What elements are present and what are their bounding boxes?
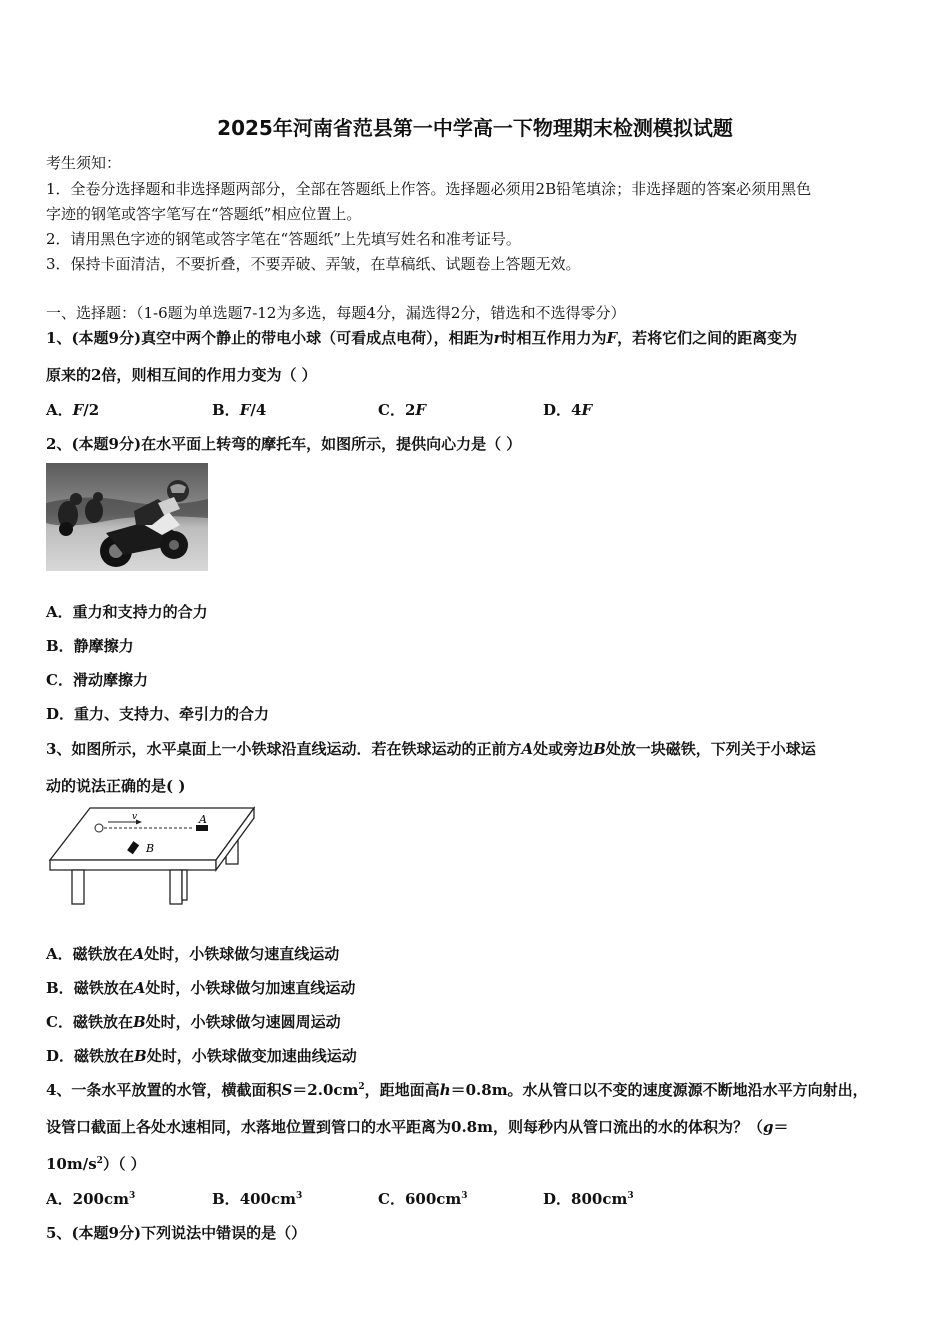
q4-line-3-a: 10m/s — [46, 1155, 97, 1173]
option-letter: A． — [46, 945, 73, 963]
motorcycle-photo — [46, 463, 208, 571]
notice-item-2: 2．请用黑色字迹的钢笔或答字笔在“答题纸”上先填写姓名和准考证号。 — [46, 230, 521, 248]
q3-option-d[interactable] — [46, 1045, 357, 1066]
q4-option-d[interactable] — [543, 1188, 634, 1209]
q4-sup-2: 2 — [96, 1156, 103, 1166]
notice-heading: 考生须知： — [46, 154, 122, 172]
question-4-line-2 — [46, 1116, 789, 1137]
option-var: F — [239, 401, 251, 419]
q4-option-b[interactable] — [212, 1188, 302, 1209]
option-letter: B． — [46, 979, 74, 997]
notice-item-1: 1．全卷分选择题和非选择题两部分，全部在答题纸上作答。选择题必须用2B铅笔填涂；非选择题的答案必须用黑色 — [46, 180, 812, 198]
iron-ball — [95, 824, 103, 832]
option-value: 400cm — [239, 1190, 297, 1208]
option-letter: C． — [46, 1013, 73, 1031]
q4-var-S: S — [281, 1081, 293, 1099]
q2-option-b[interactable]: B．静摩擦力 — [46, 637, 134, 655]
option-text-1: 磁铁放在 — [72, 1013, 133, 1031]
option-letter: D． — [543, 401, 572, 419]
option-sup: 3 — [128, 1191, 136, 1201]
option-letter: C． — [378, 401, 405, 419]
q3-text-3: 处放一块磁铁，下列关于小球运 — [605, 740, 816, 758]
option-var: F — [581, 401, 593, 419]
option-letter: C． — [378, 1190, 405, 1208]
q4-var-g: g — [762, 1118, 774, 1136]
q4-var-h: h — [439, 1081, 451, 1099]
question-5-line-1 — [46, 1222, 306, 1243]
option-sup: 3 — [627, 1191, 634, 1201]
q1-var-r: r — [493, 329, 502, 347]
q1-tag: (本题9分) — [71, 329, 142, 347]
option-rest: /4 — [250, 401, 267, 419]
option-letter: A． — [46, 401, 73, 419]
q4-sup-1: 2 — [358, 1082, 365, 1092]
section-heading: 一、选择题：（1-6题为单选题7-12为多选，每题4分，漏选得2分，错选和不选得零分） — [46, 304, 626, 322]
q1-number: 1、 — [46, 329, 72, 347]
question-2-line-1 — [46, 433, 521, 454]
option-value: 200cm — [72, 1190, 129, 1208]
q2-option-c[interactable]: C．滑动摩擦力 — [46, 671, 148, 689]
option-var: F — [415, 401, 427, 419]
q2-tag: (本题9分) — [71, 435, 142, 453]
table-drawing — [50, 808, 254, 904]
q4-text-3: ，距地面高 — [364, 1081, 440, 1099]
option-rest: /2 — [83, 401, 100, 419]
q1-option-c[interactable] — [378, 399, 426, 420]
option-text-2: 处时，小铁球做匀加速直线运动 — [145, 979, 356, 997]
option-sup: 3 — [296, 1191, 303, 1201]
q5-number: 5、 — [46, 1224, 72, 1242]
q3-var-A: A — [521, 740, 534, 758]
q3-text-2: 处或旁边 — [533, 740, 594, 758]
page-title: 2025年河南省范县第一中学高一下物理期末检测模拟试题 — [217, 116, 733, 140]
q1-text-2: 时相互作用力为 — [501, 329, 607, 347]
option-text-2: 处时，小铁球做匀速圆周运动 — [145, 1013, 341, 1031]
q3-option-b[interactable] — [46, 977, 355, 998]
notice-item-3: 3．保持卡面清洁，不要折叠，不要弄破、弄皱，在草稿纸、试题卷上答题无效。 — [46, 255, 581, 273]
option-text-1: 磁铁放在 — [72, 945, 133, 963]
q1-text-3: ，若将它们之间的距离变为 — [617, 329, 798, 347]
option-text-2: 处时，小铁球做变加速曲线运动 — [146, 1047, 357, 1065]
option-letter: D． — [543, 1190, 572, 1208]
q2-option-a[interactable]: A．重力和支持力的合力 — [46, 603, 208, 621]
option-var: A — [133, 979, 146, 997]
table-figure — [46, 804, 258, 908]
q4-text-1: 4、一条水平放置的水管，横截面积 — [46, 1081, 282, 1099]
q4-option-a[interactable] — [46, 1188, 135, 1209]
option-letter: B． — [212, 401, 240, 419]
q2-option-d[interactable]: D．重力、支持力、牵引力的合力 — [46, 705, 270, 723]
q4-line-2-end: ＝ — [773, 1118, 789, 1136]
q4-option-c[interactable] — [378, 1188, 468, 1209]
question-4-line-1 — [46, 1079, 868, 1100]
option-var: B — [134, 1047, 147, 1065]
q5-text: 下列说法中错误的是（） — [141, 1224, 307, 1242]
q4-text-2: ＝2.0cm — [292, 1081, 359, 1099]
q4-line-3-b: ）（ ） — [102, 1155, 146, 1173]
question-4-line-3 — [46, 1153, 146, 1174]
option-var: A — [132, 945, 145, 963]
question-3-line-1 — [46, 738, 816, 759]
option-value: 800cm — [571, 1190, 628, 1208]
option-pre: 4 — [571, 401, 582, 419]
q3-option-c[interactable] — [46, 1011, 341, 1032]
option-var: B — [132, 1013, 146, 1031]
q1-text-1: 真空中两个静止的带电小球（可看成点电荷），相距为 — [141, 329, 494, 347]
q2-number: 2、 — [46, 435, 72, 453]
option-letter: D． — [46, 1047, 75, 1065]
q1-option-d[interactable] — [543, 399, 592, 420]
notice-item-1-cont: 字迹的钢笔或答字笔写在“答题纸”相应位置上。 — [46, 205, 362, 223]
q4-line-2-text: 设管口截面上各处水速相同，水落地位置到管口的水平距离为0.8m，则每秒内从管口流出的水的体积为？（ — [46, 1118, 763, 1136]
q3-text-1: 3、如图所示，水平桌面上一小铁球沿直线运动．若在铁球运动的正前方 — [46, 740, 522, 758]
option-text-2: 处时，小铁球做匀速直线运动 — [144, 945, 340, 963]
q4-text-4: ＝0.8m。水从管口以不变的速度源源不断地沿水平方向射出， — [450, 1081, 868, 1099]
option-sup: 3 — [461, 1191, 468, 1201]
option-letter: A． — [46, 1190, 73, 1208]
velocity-label: v — [132, 812, 138, 822]
label-b: B — [146, 842, 155, 855]
question-1-line-2: 原来的2倍，则相互间的作用力变为（ ） — [46, 366, 317, 384]
q2-text: 在水平面上转弯的摩托车，如图所示，提供向心力是（ ） — [141, 435, 522, 453]
option-text-1: 磁铁放在 — [74, 1047, 135, 1065]
question-3-line-2: 动的说法正确的是( ) — [46, 777, 186, 795]
option-var: F — [72, 401, 84, 419]
q1-option-b[interactable] — [212, 399, 266, 420]
q3-var-B: B — [593, 740, 606, 758]
question-1-line-1 — [46, 327, 797, 348]
q5-tag: (本题9分) — [71, 1224, 142, 1242]
q3-option-a[interactable] — [46, 943, 339, 964]
option-value: 600cm — [404, 1190, 462, 1208]
q1-var-F: F — [606, 329, 618, 347]
q1-option-a[interactable] — [46, 399, 99, 420]
label-a: A — [199, 813, 207, 826]
option-letter: B． — [212, 1190, 240, 1208]
option-pre: 2 — [404, 401, 416, 419]
option-text-1: 磁铁放在 — [73, 979, 134, 997]
